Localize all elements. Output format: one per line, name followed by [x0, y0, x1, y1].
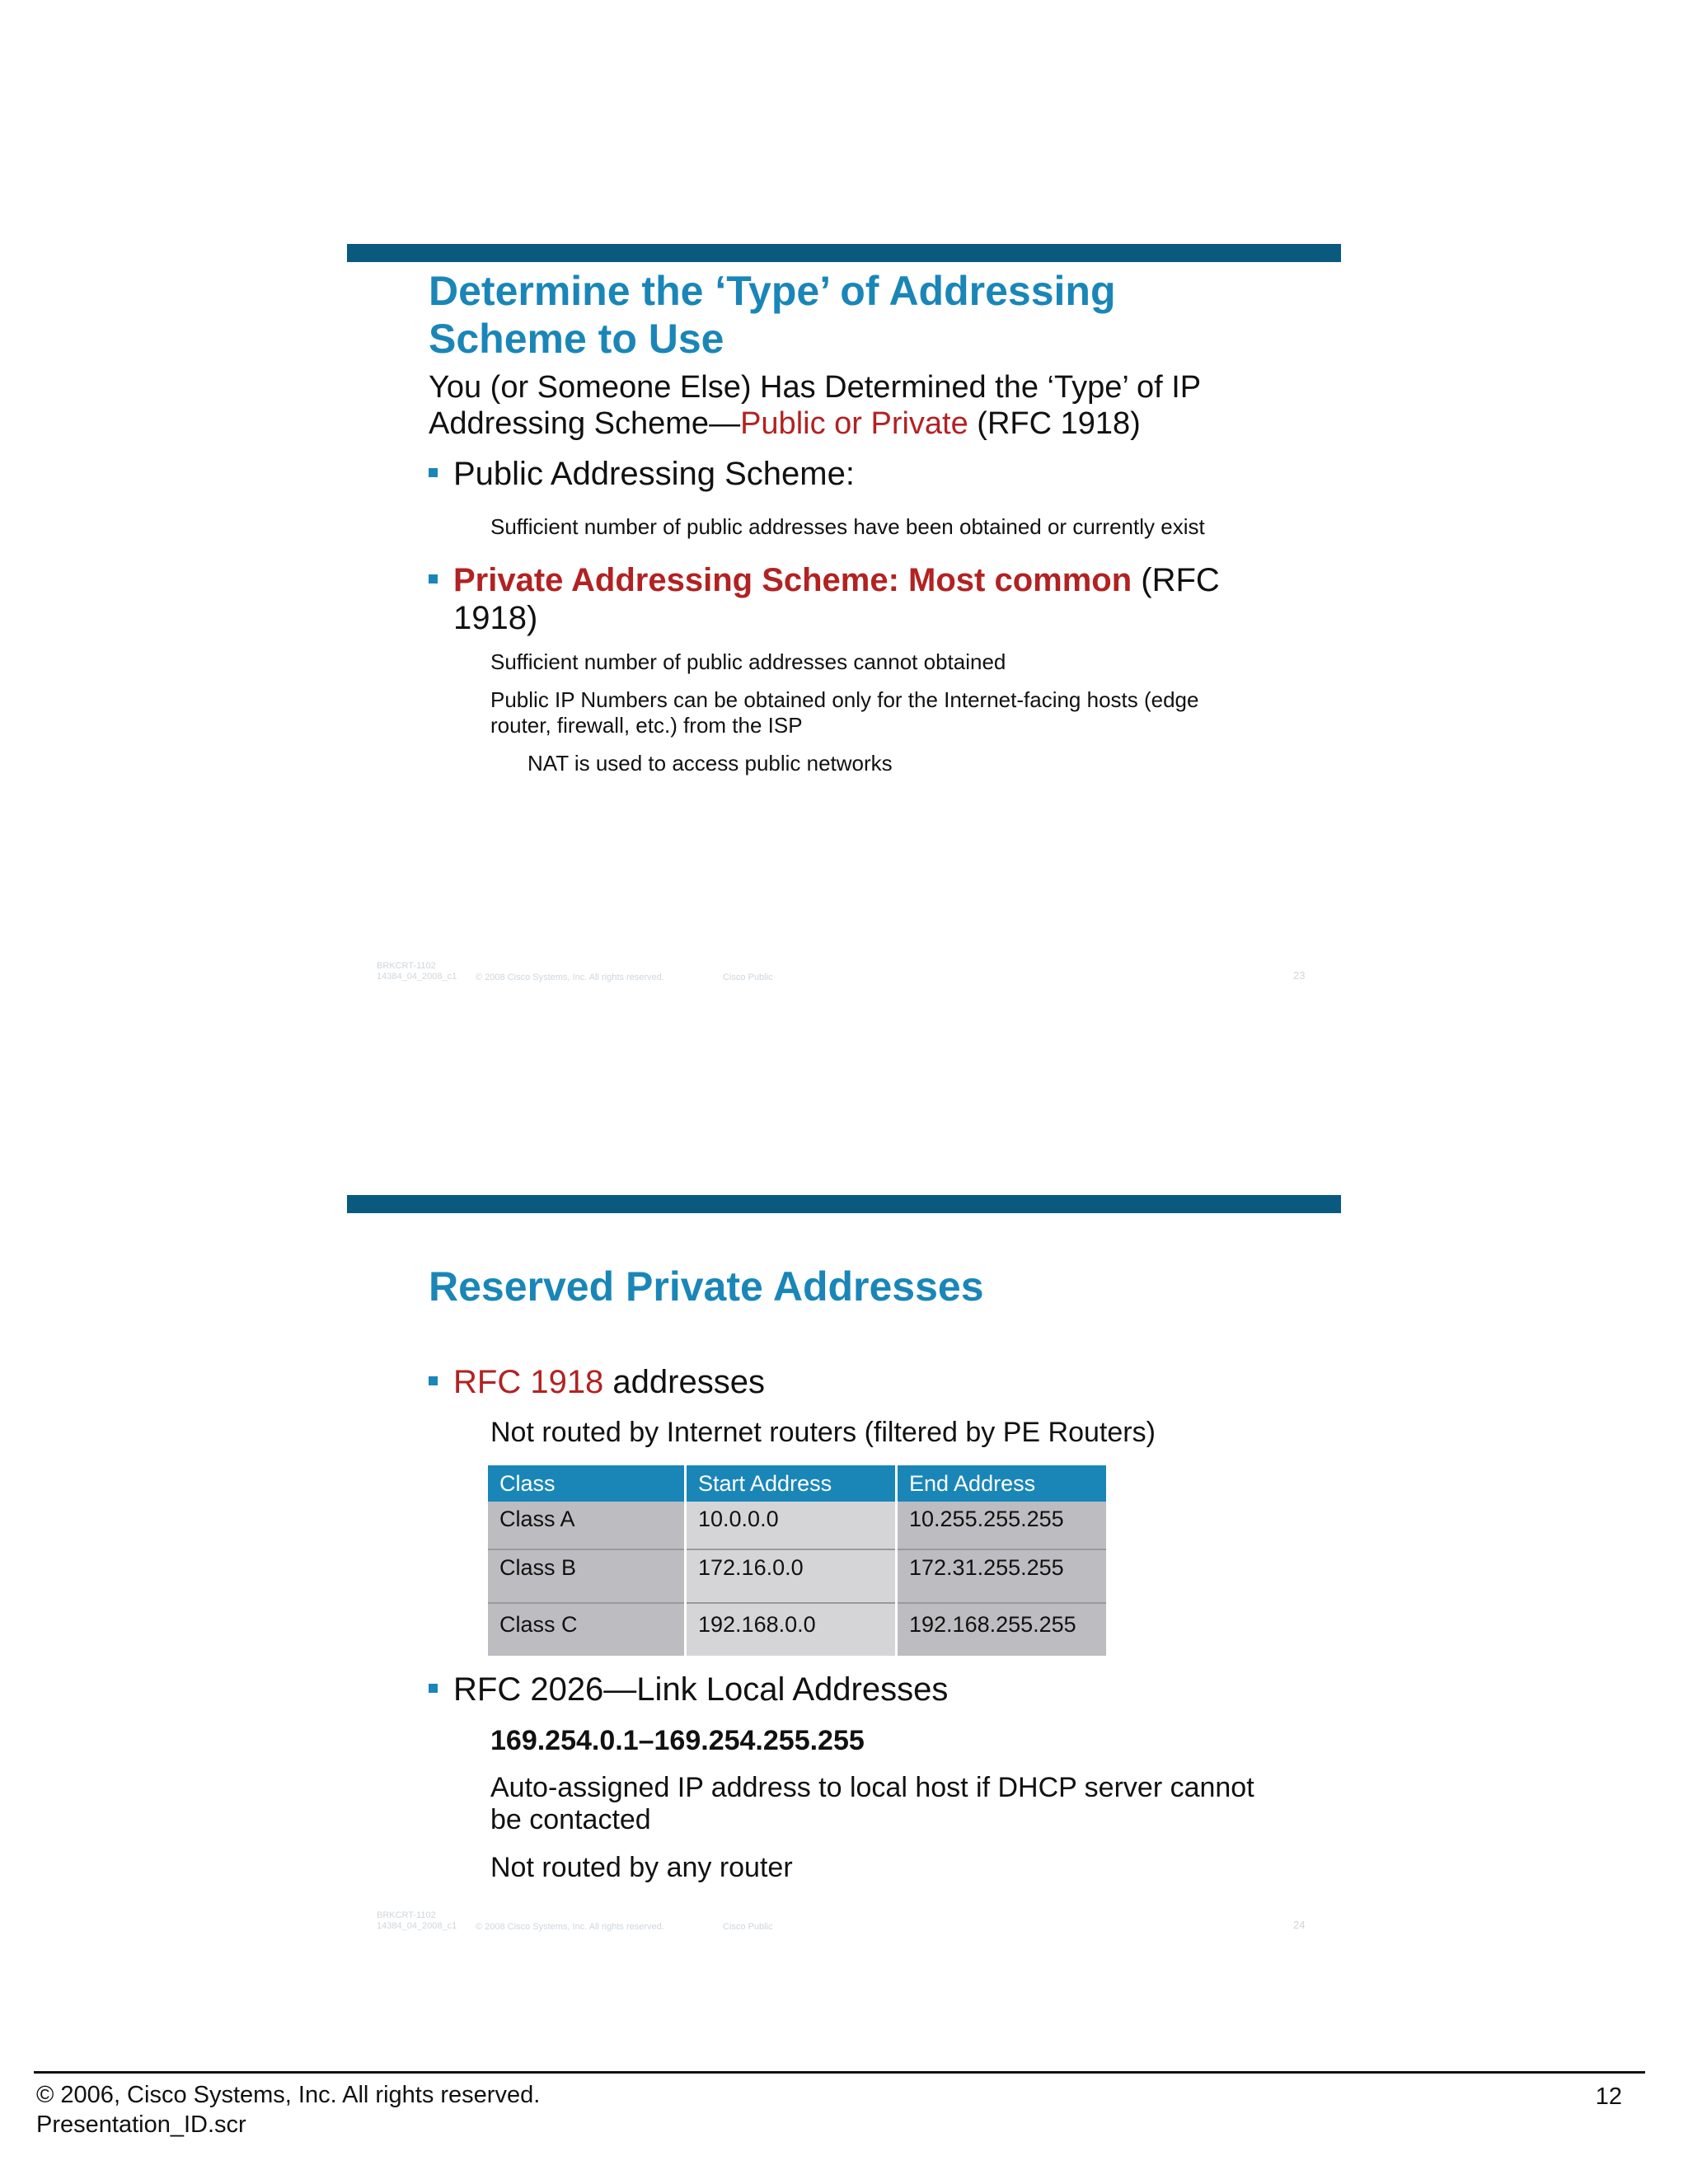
bullet-rfc-1918	[429, 1363, 1253, 1401]
cell-class: Class A	[488, 1502, 686, 1549]
slide-number: 24	[1293, 1919, 1306, 1931]
bullet-public-scheme	[429, 455, 1253, 493]
bullet-label: addresses	[603, 1364, 765, 1400]
slide-header-bar	[347, 244, 1341, 262]
private-detail-3: NAT is used to access public networks	[528, 751, 893, 776]
slide-footer	[377, 961, 773, 983]
bullet-public-detail: Sufficient number of public addresses have been obtained or currently exist	[490, 514, 1205, 539]
address-table	[488, 1465, 1106, 1656]
subtitle-highlight: Public or Private	[740, 406, 968, 441]
footer-public: Cisco Public	[723, 1922, 773, 1932]
slide-subtitle	[429, 369, 1253, 442]
subtitle-text: You (or Someone Else) Has Determined the ‘Type’ of IP Addressing Scheme	[429, 370, 1201, 441]
private-detail-1: Sufficient number of public addresses cannot obtained	[490, 649, 1006, 674]
table-row	[488, 1502, 1106, 1549]
page-footer	[36, 2080, 540, 2139]
bullet-square-icon	[429, 574, 438, 583]
slide-24	[347, 1195, 1341, 2027]
cell-class: Class C	[488, 1603, 686, 1656]
cell-start: 10.0.0.0	[686, 1502, 897, 1549]
bullet-square-icon	[429, 1376, 438, 1385]
cell-end: 10.255.255.255	[897, 1502, 1107, 1549]
page-copyright: © 2006, Cisco Systems, Inc. All rights reserved.	[36, 2082, 541, 2108]
slide-title: Reserved Private Addresses	[429, 1263, 984, 1310]
page-filename: Presentation_ID.scr	[36, 2111, 246, 2138]
bullet-rfc: (RFC 1918)	[453, 562, 1220, 636]
footer-code: BRKCRT-1102 14384_04_2008_c1	[377, 1910, 457, 1932]
table-header-row	[488, 1465, 1106, 1502]
footer-code: BRKCRT-1102 14384_04_2008_c1	[377, 961, 457, 982]
footer-copyright: © 2008 Cisco Systems, Inc. All rights reserved.	[476, 972, 664, 982]
table-row	[488, 1549, 1106, 1603]
footer-copyright: © 2008 Cisco Systems, Inc. All rights reserved.	[476, 1922, 664, 1932]
link-local-detail-2: Not routed by any router	[490, 1852, 793, 1883]
column-header-class: Class	[488, 1465, 686, 1502]
bullet-private-scheme	[429, 561, 1253, 637]
bullet-square-icon	[429, 468, 438, 477]
slide-number: 23	[1293, 969, 1306, 982]
bullet-highlight: RFC 1918	[453, 1364, 604, 1400]
page-number: 12	[1595, 2083, 1622, 2110]
column-header-start: Start Address	[686, 1465, 897, 1502]
page-footer-rule	[34, 2071, 1645, 2074]
bullet-label: Public Addressing Scheme:	[453, 456, 855, 492]
cell-end: 192.168.255.255	[897, 1603, 1107, 1656]
cell-end: 172.31.255.255	[897, 1549, 1107, 1603]
bullet-label: RFC 2026—Link Local Addresses	[453, 1671, 949, 1708]
private-detail-2: Public IP Numbers can be obtained only for the Internet-facing hosts (edge router, firewall, etc.) from the ISP	[490, 687, 1199, 738]
link-local-detail-1: Auto-assigned IP address to local host if DHCP server cannot be contacted	[490, 1772, 1254, 1835]
cell-start: 192.168.0.0	[686, 1603, 897, 1656]
cell-start: 172.16.0.0	[686, 1549, 897, 1603]
column-header-end: End Address	[897, 1465, 1107, 1502]
slide-footer	[377, 1910, 773, 1933]
subtitle-dash: —	[709, 406, 741, 441]
bullet-highlight: Private Addressing Scheme: Most common	[453, 562, 1132, 598]
footer-public: Cisco Public	[723, 972, 773, 982]
slide-23	[347, 244, 1341, 1076]
bullet-rfc-2026	[429, 1671, 1253, 1708]
slide-header-bar	[347, 1195, 1341, 1213]
rfc-1918-detail: Not routed by Internet routers (filtered by PE Routers)	[490, 1417, 1156, 1448]
bullet-square-icon	[429, 1684, 438, 1693]
slide-title: Determine the ‘Type’ of Addressing Scheme to Use	[429, 268, 1116, 362]
cell-class: Class B	[488, 1549, 686, 1603]
table-row	[488, 1603, 1106, 1656]
link-local-range: 169.254.0.1–169.254.255.255	[490, 1725, 865, 1756]
subtitle-rfc: (RFC 1918)	[968, 406, 1141, 441]
